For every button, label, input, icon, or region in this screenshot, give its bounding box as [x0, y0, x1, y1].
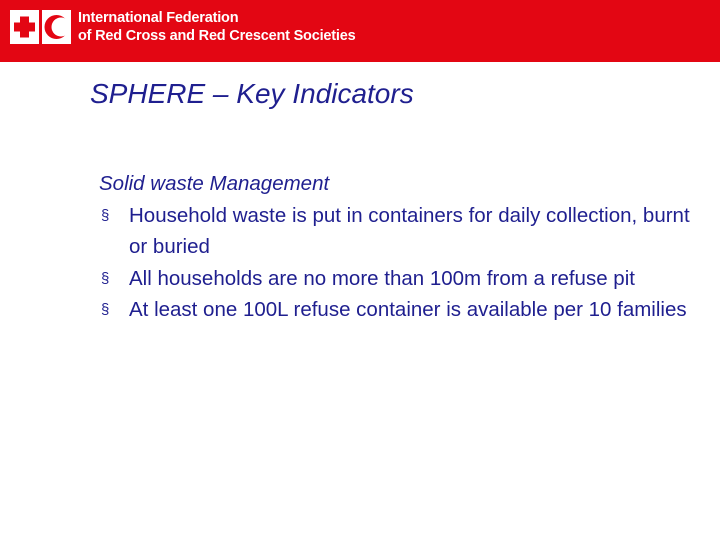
bullet-marker-icon: § [101, 301, 110, 318]
bullet-marker-icon: § [101, 206, 110, 224]
bullet-item [99, 294, 699, 326]
bullet-text: All households are no more than 100m from a refuse pit [129, 266, 635, 290]
slide-title: SPHERE – Key Indicators [90, 78, 414, 109]
bullet-text: At least one 100L refuse container is available per 10 families [129, 298, 687, 321]
red-cross-red-crescent-logo-icon [9, 9, 73, 45]
section-subheading: Solid waste Management [99, 172, 330, 195]
org-name-line-2: of Red Cross and Red Crescent Societies [78, 28, 356, 44]
bullet-marker-icon: § [101, 269, 110, 287]
bullet-item [99, 200, 699, 263]
org-name-line-1: International Federation [78, 10, 239, 26]
bullet-item [99, 263, 699, 295]
header-band [0, 0, 720, 62]
bullet-text: Household waste is put in containers for daily collection, burnt or buried [129, 203, 690, 258]
slide-body [99, 168, 699, 326]
